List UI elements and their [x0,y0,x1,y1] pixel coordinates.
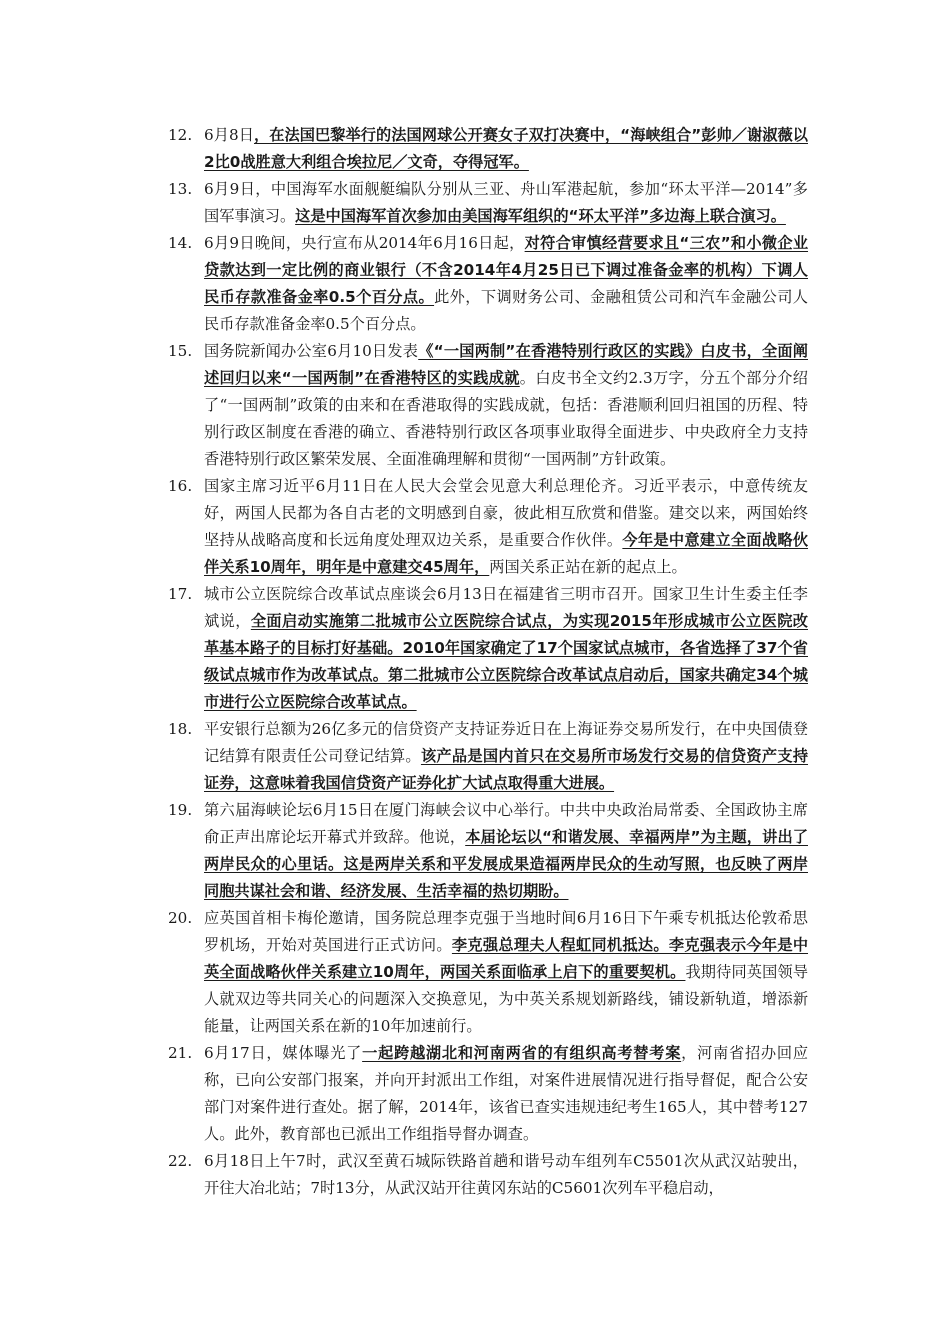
highlighted-text: 该产品是国内首只在交易所市场发行交易的信贷资产支持证券，这意味着我国信贷资产证券化扩大试点取得重大进展。 [204,747,809,792]
body-text: 国务院新闻办公室6月10日发表 [204,342,419,360]
item-number: 15. [168,342,193,360]
body-text: 6月18日上午7时，武汉至黄石城际铁路首趟和谐号动车组列车C5501次从武汉站驶出，开往大冶北站；7时13分，从武汉站开往黄冈东站的C5601次列车平稳启动， [204,1152,808,1197]
news-item [168,473,808,581]
news-item [168,122,808,176]
news-item [168,1040,808,1148]
news-item [168,716,808,797]
body-text: 国家主席习近平6月11日在人民大会堂会见意大利总理伦齐。习近平表示，中意传统友好，两国人民都为各自古老的文明感到自豪，彼此相互欣赏和借鉴。建交以来，两国始终坚持从战略高度和长远角度处理双边关系，是重要合作伙伴。 [204,477,808,549]
news-item [168,797,808,905]
news-item [168,176,808,230]
item-number: 17. [168,585,193,603]
body-text: 第六届海峡论坛6月15日在厦门海峡会议中心举行。中共中央政治局常委、全国政协主席俞正声出席论坛开幕式并致辞。他说， [204,801,808,846]
highlighted-text: 这是中国海军首次参加由美国海军组织的“环太平洋”多边海上联合演习。 [295,207,786,225]
item-number: 14. [168,234,193,252]
item-number: 18. [168,720,193,738]
news-item [168,230,808,338]
highlighted-text: ，在法国巴黎举行的法国网球公开赛女子双打决赛中，“海峡组合”彭帅／谢淑薇以2比0战胜意大利组合埃拉尼／文奇，夺得冠军。 [204,126,808,171]
highlighted-text: 李克强总理夫人程虹同机抵达。李克强表示今年是中英全面战略伙伴关系建立10周年，两国关系面临承上启下的重要契机。 [204,936,809,981]
body-text: 平安银行总额为26亿多元的信贷资产支持证券近日在上海证券交易所发行，在中央国债登记结算有限责任公司登记结算。 [204,720,808,765]
item-number: 16. [168,477,193,495]
highlighted-text: 全面启动实施第二批城市公立医院综合试点，为实现2015年形成城市公立医院改革基本路子的目标打好基础。2010年国家确定了17个国家试点城市，各省选择了37个省级试点城市作为改革试点。第二批城市公立医院综合改革试点启动后，国家共确定34个城市进行公立医院综合改革试点。 [204,612,808,711]
highlighted-text: 今年是中意建立全面战略伙伴关系10周年，明年是中意建交45周年， [204,531,809,576]
body-text: 6月9日，中国海军水面舰艇编队分别从三亚、舟山军港起航，参加“环太平洋—2014”多国军事演习。 [204,180,808,225]
body-text: 此外，下调财务公司、金融租赁公司和汽车金融公司人民币存款准备金率0.5个百分点。 [204,288,808,333]
body-text: 城市公立医院综合改革试点座谈会6月13日在福建省三明市召开。国家卫生计生委主任李斌说， [204,585,808,630]
highlighted-text: 一起跨越湖北和河南两省的有组织高考替考案 [362,1044,682,1062]
news-item [168,905,808,1040]
body-text: 6月17日，媒体曝光了 [204,1044,363,1062]
body-text: 应英国首相卡梅伦邀请，国务院总理李克强于当地时间6月16日下午乘专机抵达伦敦希思罗机场，开始对英国进行正式访问。 [204,909,808,954]
body-text: 。白皮书全文约2.3万字，分五个部分介绍了“一国两制”政策的由来和在香港取得的实践成就，包括：香港顺利回归祖国的历程、特别行政区制度在香港的确立、香港特别行政区各项事业取得全面进步、中央政府全力支持香港特别行政区繁荣发展、全面准确理解和贯彻“一国两制”方针政策。 [204,369,808,468]
item-number: 20. [168,909,193,927]
news-item [168,1148,808,1202]
item-number: 22. [168,1152,193,1170]
body-text: 我期待同英国领导人就双边等共同关心的问题深入交换意见，为中英关系规划新路线，铺设新轨道，增添新能量，让两国关系在新的10年加速前行。 [204,963,809,1035]
item-number: 21. [168,1044,193,1062]
body-text: 6月8日 [204,126,254,144]
highlighted-text: 本届论坛以“和谐发展、幸福两岸”为主题，讲出了两岸民众的心里话。这是两岸关系和平发展成果造福两岸民众的生动写照，也反映了两岸同胞共谋社会和谐、经济发展、生活幸福的热切期盼。 [204,828,808,900]
item-number: 13. [168,180,193,198]
body-text: 6月9日晚间，央行宣布从2014年6月16日起， [204,234,525,252]
highlighted-text: 《“一国两制”在香港特别行政区的实践》白皮书，全面阐述回归以来“一国两制”在香港特区的实践成就 [204,342,808,387]
news-item [168,581,808,716]
highlighted-text: 对符合审慎经营要求且“三农”和小微企业贷款达到一定比例的商业银行（不含2014年4月25日已下调过准备金率的机构）下调人民币存款准备金率0.5个百分点。 [204,234,809,306]
body-text: ，河南省招办回应称，已向公安部门报案，并向开封派出工作组，对案件进展情况进行指导督促，配合公安部门对案件进行查处。据了解，2014年，该省已查实违规违纪考生165人，其中替考127人。此外，教育部也已派出工作组指导督办调查。 [204,1044,809,1143]
item-number: 19. [168,801,193,819]
news-list [168,122,808,1202]
news-item [168,338,808,473]
item-number: 12. [168,126,193,144]
body-text: 两国关系正站在新的起点上。 [489,558,687,576]
